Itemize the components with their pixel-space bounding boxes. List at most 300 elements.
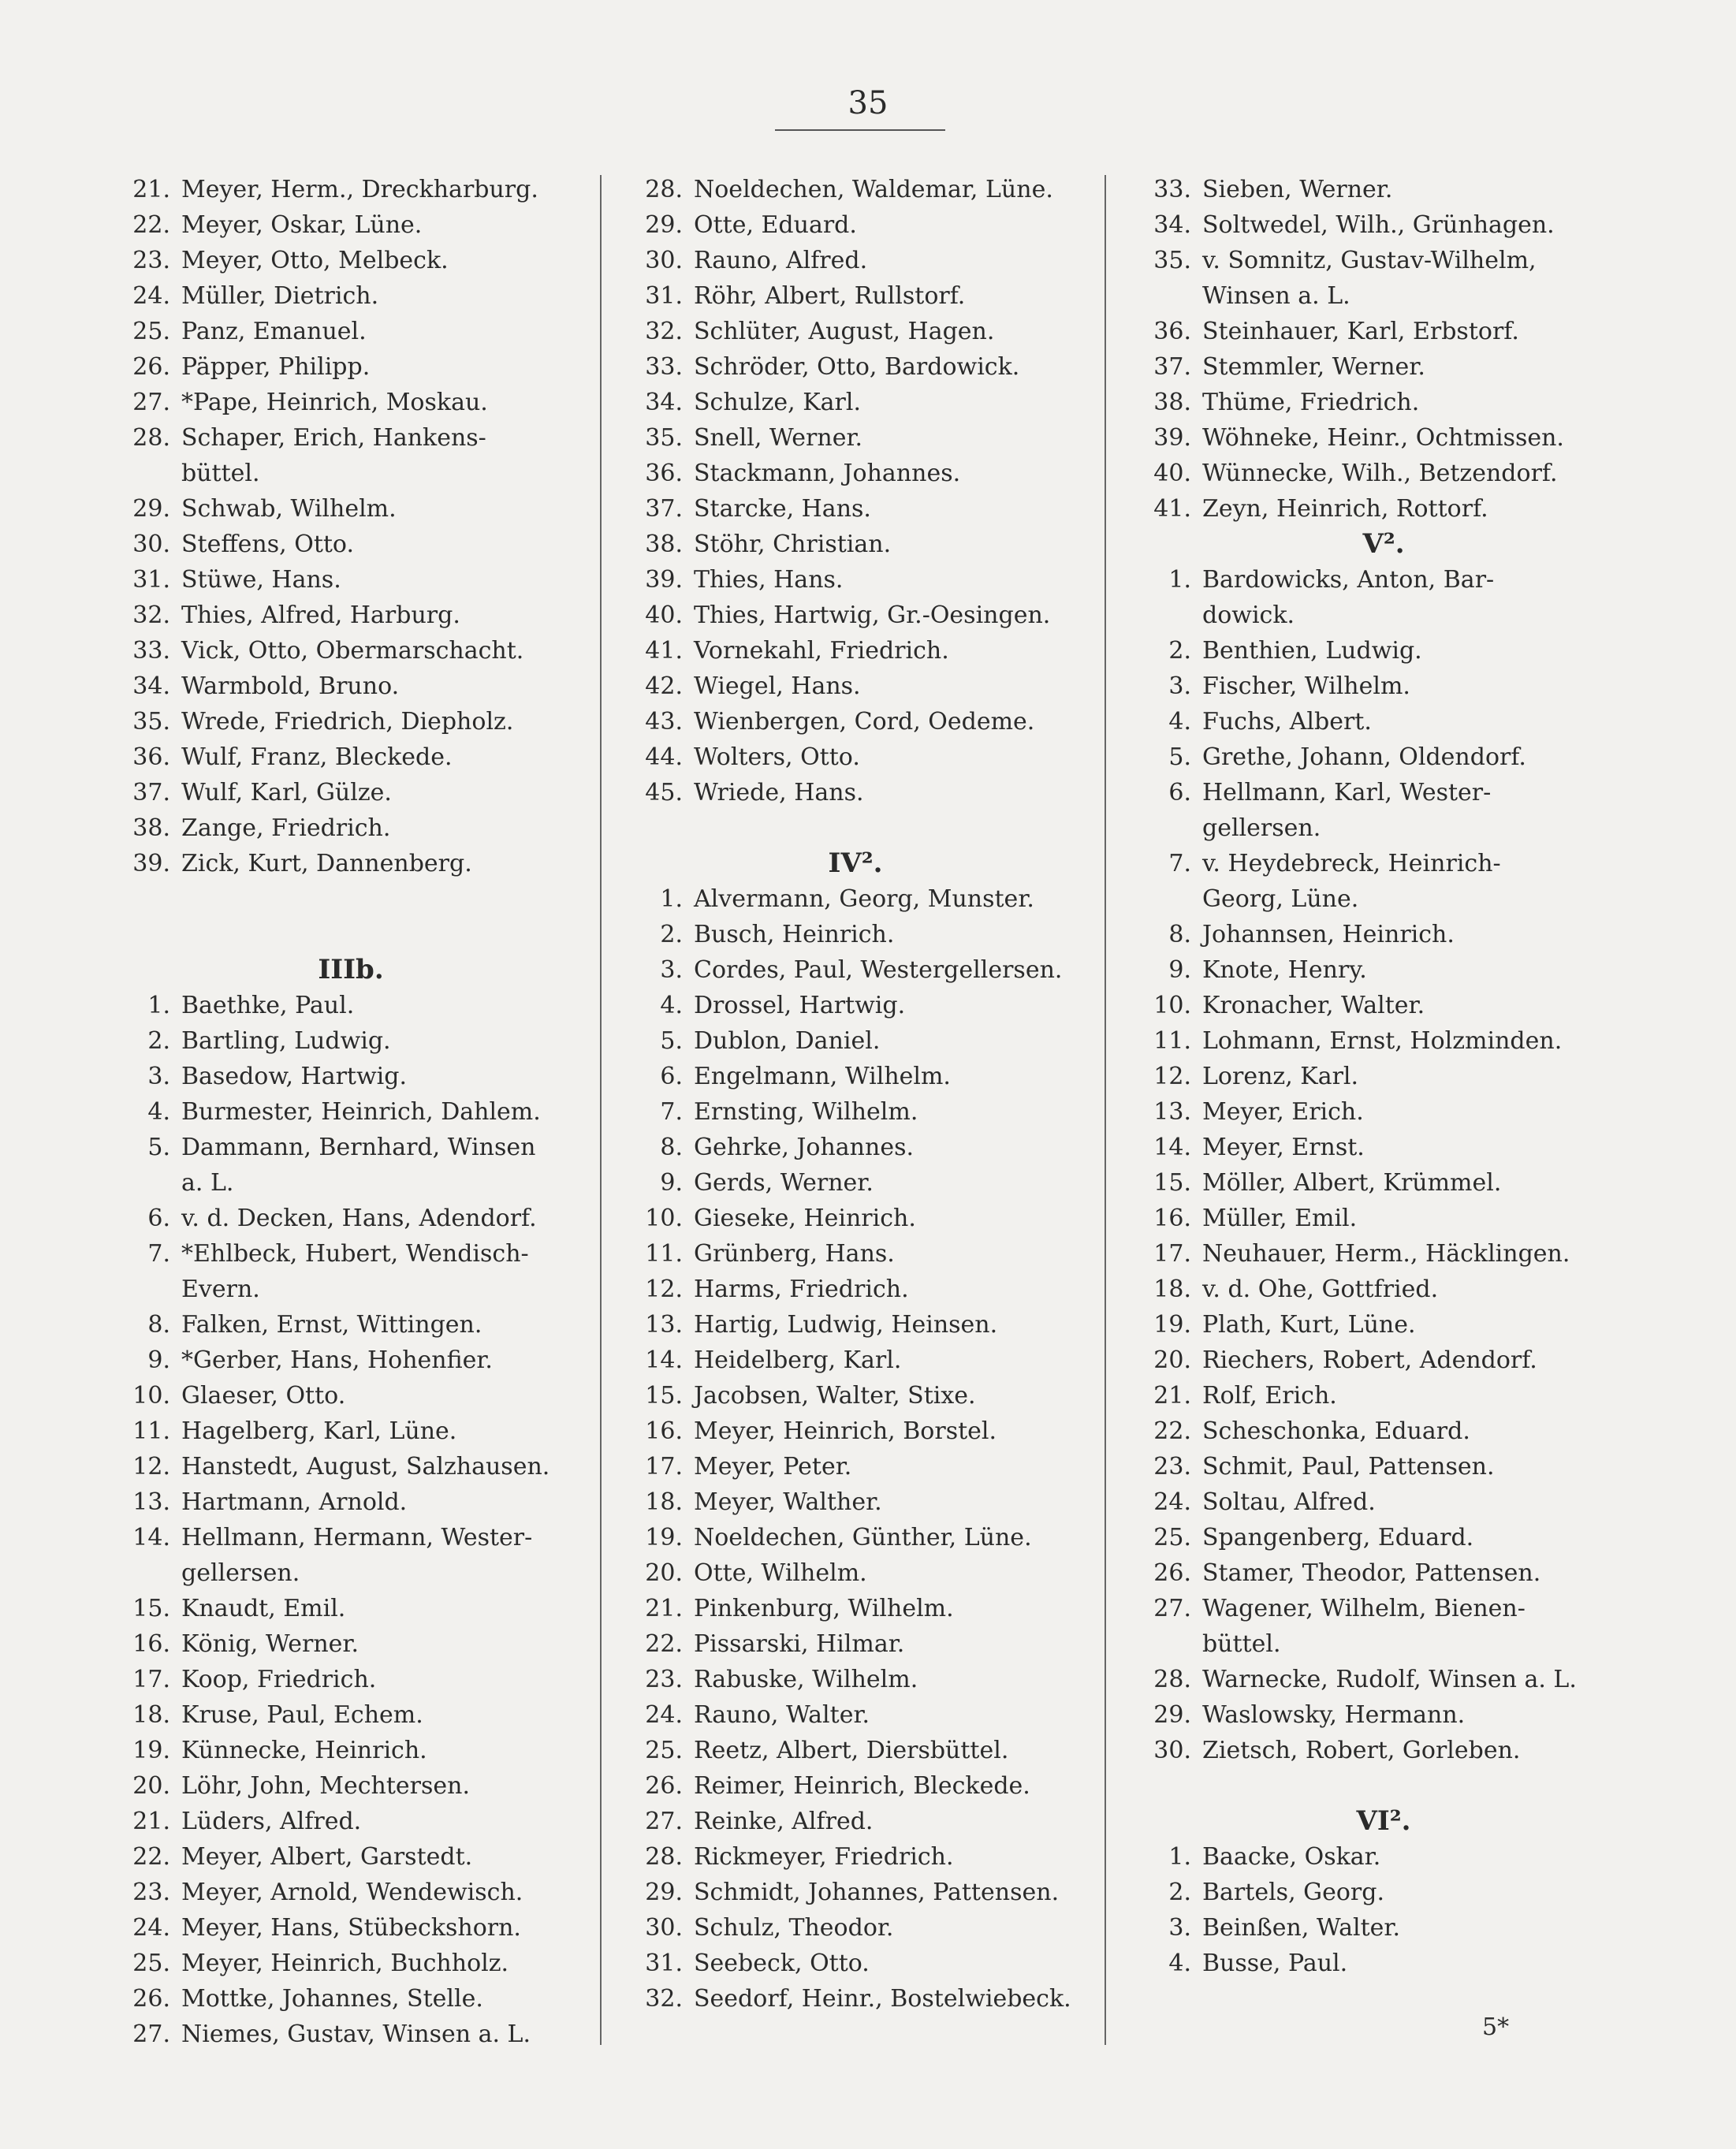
student-list	[631, 172, 1072, 810]
list-item	[631, 420, 1072, 456]
list-item	[118, 385, 560, 420]
list-item	[118, 314, 560, 349]
entry-name: Heidelberg, Karl.	[694, 1346, 902, 1374]
list-item	[631, 1130, 1072, 1165]
entry-number: 5.	[147, 1134, 170, 1161]
entry-number: 11.	[1153, 1027, 1191, 1055]
entry-name: dowick.	[1202, 601, 1295, 629]
entry-number: 7.	[147, 1240, 170, 1268]
entry-number: 24.	[132, 1914, 170, 1942]
entry-number: 26.	[1153, 1559, 1191, 1587]
list-item	[1139, 1733, 1596, 1768]
entry-name: büttel.	[181, 460, 260, 487]
list-item	[631, 988, 1072, 1023]
entry-name: Vornekahl, Friedrich.	[694, 637, 949, 665]
entry-number: 32.	[645, 318, 683, 345]
entry-number: 39.	[132, 850, 170, 877]
entry-number: 18.	[645, 1488, 683, 1516]
entry-name: Stüwe, Hans.	[181, 566, 341, 594]
entry-number: 26.	[132, 353, 170, 381]
list-item	[631, 385, 1072, 420]
entry-number: 20.	[645, 1559, 683, 1587]
section-heading-v2: V².	[1362, 528, 1405, 560]
entry-number: 2.	[1168, 637, 1191, 665]
entry-name: Spangenberg, Eduard.	[1202, 1524, 1474, 1551]
list-item	[1139, 420, 1596, 456]
entry-name: Seedorf, Heinr., Bostelwiebeck.	[694, 1985, 1071, 2013]
entry-number: 35.	[645, 424, 683, 452]
entry-number: 30.	[1153, 1737, 1191, 1764]
entry-name: Sieben, Werner.	[1202, 176, 1393, 203]
list-item	[118, 243, 560, 278]
list-item	[631, 1555, 1072, 1591]
list-item	[631, 491, 1072, 527]
entry-number: 21.	[1153, 1382, 1191, 1410]
page-number: 35	[848, 85, 888, 121]
entry-number: 22.	[1153, 1417, 1191, 1445]
entry-name: Pinkenburg, Wilhelm.	[694, 1595, 954, 1622]
list-item	[118, 1059, 560, 1094]
entry-name: Beinßen, Walter.	[1202, 1914, 1401, 1942]
list-item	[1139, 1910, 1596, 1946]
entry-name: Meyer, Hans, Stübeckshorn.	[181, 1914, 521, 1942]
list-item	[118, 527, 560, 562]
entry-number: 21.	[645, 1595, 683, 1622]
list-item	[1139, 1662, 1596, 1697]
entry-name: Schulz, Theodor.	[694, 1914, 894, 1942]
student-list	[1139, 562, 1596, 1768]
list-item	[631, 739, 1072, 775]
entry-name: Noeldechen, Günther, Lüne.	[694, 1524, 1032, 1551]
list-item-continuation	[1139, 1626, 1596, 1662]
list-item	[118, 1697, 560, 1733]
entry-number: 19.	[1153, 1311, 1191, 1339]
entry-number: 33.	[132, 637, 170, 665]
entry-name: Hellmann, Karl, Wester-	[1202, 779, 1492, 806]
column-divider-1	[600, 175, 602, 2045]
entry-name: Bardowicks, Anton, Bar-	[1202, 566, 1495, 594]
entry-name: Seebeck, Otto.	[694, 1950, 870, 1977]
entry-number: 15.	[1153, 1169, 1191, 1197]
entry-name: Soltau, Alfred.	[1202, 1488, 1376, 1516]
entry-number: 37.	[132, 779, 170, 806]
entry-number: 36.	[132, 743, 170, 771]
entry-number: 7.	[1168, 850, 1191, 877]
entry-name: Busch, Heinrich.	[694, 921, 895, 948]
list-item	[1139, 1165, 1596, 1201]
entry-name: Stamer, Theodor, Pattensen.	[1202, 1559, 1541, 1587]
list-item	[118, 1946, 560, 1981]
list-item	[1139, 775, 1596, 810]
entry-name: Thies, Alfred, Harburg.	[181, 601, 460, 629]
entry-number: 4.	[660, 992, 683, 1019]
list-item	[631, 1626, 1072, 1662]
entry-name: Hagelberg, Karl, Lüne.	[181, 1417, 457, 1445]
list-item	[631, 172, 1072, 207]
list-item	[118, 1307, 560, 1343]
entry-name: Thies, Hartwig, Gr.-Oesingen.	[694, 601, 1051, 629]
section-gap	[118, 881, 560, 952]
list-item	[1139, 1307, 1596, 1343]
list-item	[1139, 562, 1596, 598]
entry-name: Waslowsky, Hermann.	[1202, 1701, 1466, 1729]
entry-number: 14.	[645, 1346, 683, 1374]
list-item	[1139, 1343, 1596, 1378]
list-item	[631, 314, 1072, 349]
list-item	[1139, 1059, 1596, 1094]
entry-number: 17.	[132, 1666, 170, 1693]
entry-name: Georg, Lüne.	[1202, 885, 1359, 913]
entry-number: 13.	[1153, 1098, 1191, 1126]
list-item	[118, 1201, 560, 1236]
entry-number: 16.	[645, 1417, 683, 1445]
entry-number: 28.	[1153, 1666, 1191, 1693]
entry-name: Thüme, Friedrich.	[1202, 389, 1420, 416]
list-item	[118, 1733, 560, 1768]
list-item	[631, 207, 1072, 243]
list-item	[118, 846, 560, 881]
list-item	[631, 917, 1072, 952]
entry-name: Stöhr, Christian.	[694, 531, 892, 558]
list-item	[631, 1768, 1072, 1804]
entry-number: 29.	[645, 211, 683, 239]
list-item	[631, 1520, 1072, 1555]
entry-name: Fischer, Wilhelm.	[1202, 672, 1410, 700]
list-item	[631, 1201, 1072, 1236]
list-item	[1139, 1946, 1596, 1981]
entry-name: Zange, Friedrich.	[181, 814, 391, 842]
list-item	[1139, 1236, 1596, 1272]
entry-name: Meyer, Otto, Melbeck.	[181, 247, 449, 274]
list-item	[1139, 669, 1596, 704]
entry-name: Busse, Paul.	[1202, 1950, 1348, 1977]
list-item	[631, 456, 1072, 491]
list-item	[118, 1378, 560, 1413]
list-item	[631, 1023, 1072, 1059]
entry-name: Bartling, Ludwig.	[181, 1027, 391, 1055]
entry-name: Meyer, Albert, Garstedt.	[181, 1843, 473, 1871]
entry-number: 27.	[132, 389, 170, 416]
entry-number: 2.	[1168, 1879, 1191, 1906]
list-item	[118, 562, 560, 598]
entry-number: 32.	[645, 1985, 683, 2013]
list-item	[631, 527, 1072, 562]
entry-number	[1139, 598, 1202, 633]
entry-number	[1139, 810, 1202, 846]
entry-number: 5.	[1168, 743, 1191, 771]
column-2	[631, 172, 1072, 2017]
list-item	[631, 1236, 1072, 1272]
entry-name: Schlüter, August, Hagen.	[694, 318, 995, 345]
list-item	[1139, 1484, 1596, 1520]
entry-name: Schaper, Erich, Hankens-	[181, 424, 486, 452]
list-item	[118, 2017, 560, 2052]
list-item	[118, 1910, 560, 1946]
list-item	[1139, 988, 1596, 1023]
entry-name: Wünnecke, Wilh., Betzendorf.	[1202, 460, 1558, 487]
entry-name: Schmit, Paul, Pattensen.	[1202, 1453, 1495, 1480]
list-item	[118, 775, 560, 810]
list-item	[118, 633, 560, 669]
list-item	[118, 1130, 560, 1165]
signature-mark: 5*	[1482, 2013, 1510, 2041]
entry-name: Reimer, Heinrich, Bleckede.	[694, 1772, 1030, 1800]
entry-number: 12.	[1153, 1063, 1191, 1090]
entry-number: 1.	[147, 992, 170, 1019]
list-item	[118, 1343, 560, 1378]
entry-number: 18.	[1153, 1276, 1191, 1303]
list-item	[1139, 456, 1596, 491]
list-item	[631, 1910, 1072, 1946]
entry-number: 45.	[645, 779, 683, 806]
entry-number: 41.	[645, 637, 683, 665]
list-item	[118, 669, 560, 704]
entry-number: 3.	[660, 956, 683, 984]
entry-name: Drossel, Hartwig.	[694, 992, 906, 1019]
list-item	[118, 1094, 560, 1130]
entry-name: Zick, Kurt, Dannenberg.	[181, 850, 472, 877]
entry-number: 27.	[132, 2021, 170, 2048]
list-item	[118, 1662, 560, 1697]
entry-number: 5.	[660, 1027, 683, 1055]
entry-number: 19.	[645, 1524, 683, 1551]
entry-number: 39.	[1153, 424, 1191, 452]
list-item-continuation	[1139, 278, 1596, 314]
entry-name: Koop, Friedrich.	[181, 1666, 377, 1693]
entry-number: 40.	[1153, 460, 1191, 487]
entry-number: 25.	[132, 1950, 170, 1977]
entry-name: Stemmler, Werner.	[1202, 353, 1425, 381]
entry-name: Hartmann, Arnold.	[181, 1488, 408, 1516]
list-item-continuation	[1139, 598, 1596, 633]
entry-number: 26.	[132, 1985, 170, 2013]
entry-number: 25.	[1153, 1524, 1191, 1551]
list-item	[631, 243, 1072, 278]
entry-number: 3.	[1168, 672, 1191, 700]
entry-name: Warnecke, Rudolf, Winsen a. L.	[1202, 1666, 1577, 1693]
entry-name: *Gerber, Hans, Hohenfier.	[181, 1346, 493, 1374]
list-item	[118, 1236, 560, 1272]
entry-name: Zietsch, Robert, Gorleben.	[1202, 1737, 1521, 1764]
entry-number	[1139, 881, 1202, 917]
entry-name: Löhr, John, Mechtersen.	[181, 1772, 470, 1800]
list-item-continuation	[1139, 881, 1596, 917]
student-list	[1139, 172, 1596, 527]
entry-number: 29.	[1153, 1701, 1191, 1729]
entry-number: 13.	[645, 1311, 683, 1339]
entry-name: Meyer, Heinrich, Buchholz.	[181, 1950, 509, 1977]
list-item	[118, 1591, 560, 1626]
entry-number: 10.	[132, 1382, 170, 1410]
entry-number: 37.	[645, 495, 683, 523]
entry-name: Wulf, Franz, Bleckede.	[181, 743, 453, 771]
entry-number: 13.	[132, 1488, 170, 1516]
list-item	[118, 420, 560, 456]
list-item	[631, 1272, 1072, 1307]
list-item	[1139, 1413, 1596, 1449]
entry-name: Snell, Werner.	[694, 424, 863, 452]
entry-number: 8.	[660, 1134, 683, 1161]
entry-number: 1.	[1168, 566, 1191, 594]
entry-name: Winsen a. L.	[1202, 282, 1350, 310]
entry-number: 23.	[1153, 1453, 1191, 1480]
column-divider-2	[1105, 175, 1106, 2045]
entry-name: Hanstedt, August, Salzhausen.	[181, 1453, 550, 1480]
entry-number: 27.	[1153, 1595, 1191, 1622]
entry-number: 34.	[1153, 211, 1191, 239]
entry-name: Dammann, Bernhard, Winsen	[181, 1134, 536, 1161]
entry-name: Baethke, Paul.	[181, 992, 355, 1019]
entry-name: Harms, Friedrich.	[694, 1276, 909, 1303]
list-item	[1139, 172, 1596, 207]
entry-number: 44.	[645, 743, 683, 771]
list-item	[1139, 1697, 1596, 1733]
list-item	[1139, 1201, 1596, 1236]
list-item-continuation	[118, 1272, 560, 1307]
list-item	[1139, 1272, 1596, 1307]
list-item	[631, 633, 1072, 669]
list-item	[1139, 704, 1596, 739]
list-item	[118, 739, 560, 775]
list-item	[118, 1449, 560, 1484]
entry-name: Reinke, Alfred.	[694, 1808, 874, 1835]
entry-name: Basedow, Hartwig.	[181, 1063, 407, 1090]
entry-number: 33.	[1153, 176, 1191, 203]
entry-name: Schulze, Karl.	[694, 389, 861, 416]
entry-name: Stackmann, Johannes.	[694, 460, 961, 487]
entry-number: 3.	[147, 1063, 170, 1090]
entry-name: Meyer, Walther.	[694, 1488, 882, 1516]
entry-name: Noeldechen, Waldemar, Lüne.	[694, 176, 1053, 203]
entry-name: Wiegel, Hans.	[694, 672, 861, 700]
entry-name: Wriede, Hans.	[694, 779, 864, 806]
entry-name: Gerds, Werner.	[694, 1169, 874, 1197]
list-item	[631, 1981, 1072, 2017]
entry-name: Rickmeyer, Friedrich.	[694, 1843, 954, 1871]
section-gap	[631, 810, 1072, 846]
entry-number: 8.	[1168, 921, 1191, 948]
entry-name: Schwab, Wilhelm.	[181, 495, 397, 523]
column-3	[1139, 172, 1596, 1981]
list-item	[118, 1981, 560, 2017]
list-item	[631, 1413, 1072, 1449]
list-item	[118, 491, 560, 527]
entry-name: Wrede, Friedrich, Diepholz.	[181, 708, 514, 736]
entry-name: Rauno, Walter.	[694, 1701, 870, 1729]
entry-number: 24.	[132, 282, 170, 310]
list-item	[631, 278, 1072, 314]
entry-name: Schröder, Otto, Bardowick.	[694, 353, 1020, 381]
entry-name: *Pape, Heinrich, Moskau.	[181, 389, 488, 416]
list-item	[631, 1484, 1072, 1520]
entry-name: Müller, Dietrich.	[181, 282, 379, 310]
list-item	[1139, 243, 1596, 278]
entry-number: 30.	[645, 247, 683, 274]
list-item	[1139, 314, 1596, 349]
list-item	[1139, 1520, 1596, 1555]
entry-number: 11.	[645, 1240, 683, 1268]
entry-name: Meyer, Erich.	[1202, 1098, 1364, 1126]
list-item	[631, 704, 1072, 739]
student-list	[118, 172, 560, 881]
entry-number: 35.	[132, 708, 170, 736]
list-item	[631, 598, 1072, 633]
list-item	[631, 1094, 1072, 1130]
entry-name: Röhr, Albert, Rullstorf.	[694, 282, 966, 310]
entry-name: Baacke, Oskar.	[1202, 1843, 1381, 1871]
entry-name: Wöhneke, Heinr., Ochtmissen.	[1202, 424, 1564, 452]
entry-number: 6.	[147, 1205, 170, 1232]
entry-number: 40.	[645, 601, 683, 629]
entry-name: Johannsen, Heinrich.	[1202, 921, 1455, 948]
entry-number: 32.	[132, 601, 170, 629]
entry-number: 31.	[645, 282, 683, 310]
entry-number: 10.	[645, 1205, 683, 1232]
entry-name: Lohmann, Ernst, Holzminden.	[1202, 1027, 1563, 1055]
list-item	[118, 704, 560, 739]
entry-number: 27.	[645, 1808, 683, 1835]
entry-name: Lüders, Alfred.	[181, 1808, 362, 1835]
entry-name: Mottke, Johannes, Stelle.	[181, 1985, 483, 2013]
entry-name: Zeyn, Heinrich, Rottorf.	[1202, 495, 1488, 523]
entry-name: Knaudt, Emil.	[181, 1595, 346, 1622]
list-item	[1139, 633, 1596, 669]
list-item-continuation	[1139, 810, 1596, 846]
column-1	[118, 172, 560, 2052]
entry-number: 39.	[645, 566, 683, 594]
entry-name: Gehrke, Johannes.	[694, 1134, 915, 1161]
list-item	[118, 1520, 560, 1555]
entry-number: 41.	[1153, 495, 1191, 523]
entry-number: 37.	[1153, 353, 1191, 381]
list-item	[631, 1697, 1072, 1733]
entry-name: v. d. Ohe, Gottfried.	[1202, 1276, 1439, 1303]
entry-number: 15.	[645, 1382, 683, 1410]
list-item-continuation	[118, 456, 560, 491]
entry-number: 9.	[147, 1346, 170, 1374]
entry-name: Gieseke, Heinrich.	[694, 1205, 916, 1232]
entry-name: v. Heydebreck, Heinrich-	[1202, 850, 1501, 877]
entry-name: Evern.	[181, 1276, 260, 1303]
entry-number: 4.	[1168, 708, 1191, 736]
list-item	[631, 1875, 1072, 1910]
entry-name: v. Somnitz, Gustav-Wilhelm,	[1202, 247, 1537, 274]
list-item	[1139, 1591, 1596, 1626]
student-list	[118, 988, 560, 2052]
list-item	[631, 562, 1072, 598]
entry-number	[118, 1555, 181, 1591]
entry-name: Wolters, Otto.	[694, 743, 860, 771]
list-item	[118, 207, 560, 243]
entry-name: Steinhauer, Karl, Erbstorf.	[1202, 318, 1519, 345]
entry-name: Jacobsen, Walter, Stixe.	[694, 1382, 976, 1410]
entry-name: Fuchs, Albert.	[1202, 708, 1372, 736]
entry-name: Cordes, Paul, Westergellersen.	[694, 956, 1063, 984]
list-item	[118, 1768, 560, 1804]
entry-number: 2.	[147, 1027, 170, 1055]
entry-number	[118, 1272, 181, 1307]
entry-number: 24.	[1153, 1488, 1191, 1516]
entry-number: 1.	[660, 885, 683, 913]
page-number-rule	[775, 129, 945, 131]
entry-number: 28.	[645, 176, 683, 203]
list-item	[631, 1591, 1072, 1626]
entry-number: 18.	[132, 1701, 170, 1729]
entry-name: Starcke, Hans.	[694, 495, 871, 523]
entry-number: 29.	[645, 1879, 683, 1906]
entry-number	[1139, 1626, 1202, 1662]
entry-number: 6.	[1168, 779, 1191, 806]
